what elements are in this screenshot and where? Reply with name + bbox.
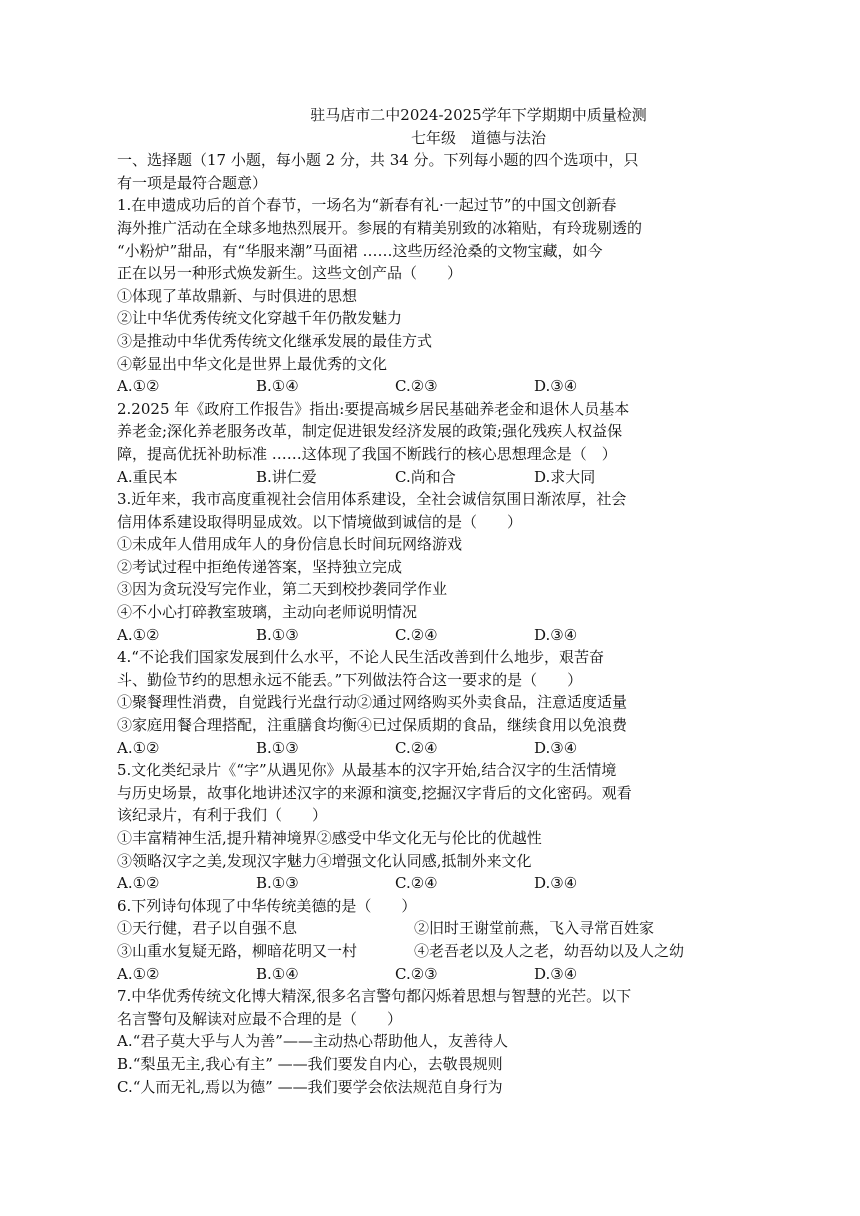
statement-item: ①未成年人借用成年人的身份信息长时间玩网络游戏	[117, 535, 463, 554]
answer-options	[117, 737, 820, 760]
statement-item: ②旧时王谢堂前燕，飞入寻常百姓家	[414, 919, 655, 938]
answer-options	[117, 375, 820, 398]
statement-item: ③山重水复疑无路，柳暗花明又一村	[117, 941, 358, 960]
option-a: A.重民本	[117, 467, 178, 486]
question-2	[117, 398, 820, 488]
option-a: A.①②	[117, 377, 160, 396]
option-a: A.①②	[117, 874, 160, 893]
question-stem: 养老金;深化养老服务改革，制定促进银发经济发展的政策;强化残疾人权益保	[117, 422, 623, 441]
option-d: D.③④	[534, 874, 578, 893]
question-6	[117, 895, 820, 985]
option-c: C.②④	[395, 874, 438, 893]
option-b: B.①③	[256, 625, 299, 644]
option-d: D.③④	[534, 738, 578, 757]
option-b: B.①③	[256, 738, 299, 757]
question-stem: 海外推广活动在全球多地热烈展开。参展的有精美别致的冰箱贴，有玲珑剔透的	[117, 218, 643, 237]
question-3	[117, 488, 820, 646]
question-stem: “小粉炉”甜品，有“华服来潮”马面裙 ……这些历经沧桑的文物宝藏，如今	[117, 241, 603, 260]
section-heading: 有一项是最符合题意）	[117, 173, 268, 192]
question-stem: 信用体系建设取得明显成效。以下情境做到诚信的是（ ）	[117, 512, 523, 531]
statement-item: ③是推动中华优秀传统文化继承发展的最佳方式	[117, 331, 433, 350]
statement-item: ③家庭用餐合理搭配，注重膳食均衡④已过保质期的食品，继续食用以免浪费	[117, 716, 628, 735]
option-c: C.“人而无礼,焉以为德” ——我们要学会依法规范自身行为	[117, 1077, 503, 1096]
option-d: D.③④	[534, 964, 578, 983]
question-stem: 障，提高优抚补助标准 ……这体现了我国不断践行的核心思想理念是（ ）	[117, 444, 617, 463]
statement-item: ④彰显出中华文化是世界上最优秀的文化	[117, 354, 388, 373]
question-stem: 正在以另一种形式焕发新生。这些文创产品（ ）	[117, 264, 463, 283]
option-a: A.“君子莫大乎与人为善”——主动热心帮助他人，友善待人	[117, 1032, 508, 1051]
question-stem: 1.在申遗成功后的首个春节，一场名为“新春有礼·一起过节”的中国文创新春	[117, 196, 617, 215]
question-1	[117, 194, 820, 397]
option-d: D.③④	[534, 625, 578, 644]
statement-item: ④不小心打碎教室玻璃，主动向老师说明情况	[117, 603, 418, 622]
statement-item: ②考试过程中拒绝传递答案，坚持独立完成	[117, 557, 403, 576]
option-d: D.③④	[534, 377, 578, 396]
question-stem: 名言警句及解读对应最不合理的是（ ）	[117, 1009, 403, 1028]
question-stem: 4.“不论我们国家发展到什么水平，不论人民生活改善到什么地步，艰苦奋	[117, 648, 604, 667]
question-5	[117, 759, 820, 895]
question-stem: 6.下列诗句体现了中华传统美德的是（ ）	[117, 896, 417, 915]
question-stem: 与历史场景，故事化地讲述汉字的来源和演变,挖掘汉字背后的文化密码。观看	[117, 783, 632, 802]
statement-item: ①聚餐理性消费，自觉践行光盘行动②通过网络购买外卖食品，注意适度适量	[117, 693, 628, 712]
option-b: B.“梨虽无主,我心有主” ——我们要发自内心，去敬畏规则	[117, 1054, 503, 1073]
answer-options	[117, 963, 820, 986]
question-7	[117, 985, 820, 1098]
question-4	[117, 646, 820, 759]
option-d: D.求大同	[534, 467, 596, 486]
section-heading: 一、选择题（17 小题，每小题 2 分，共 34 分。下列每小题的四个选项中，只	[117, 151, 639, 170]
statement-pair	[117, 940, 820, 963]
option-b: B.①③	[256, 874, 299, 893]
statement-item: ④老吾老以及人之老，幼吾幼以及人之幼	[414, 941, 685, 960]
statement-item: ①丰富精神生活,提升精神境界②感受中华文化无与伦比的优越性	[117, 829, 542, 847]
answer-options	[117, 624, 820, 647]
option-c: C.②③	[395, 377, 438, 396]
question-stem: 7.中华优秀传统文化博大精深,很多名言警句都闪烁着思想与智慧的光芒。以下	[117, 987, 632, 1006]
statement-item: ①天行健，君子以自强不息	[117, 919, 298, 938]
option-a: A.①②	[117, 964, 160, 983]
option-c: C.②④	[395, 625, 438, 644]
question-stem: 2.2025 年《政府工作报告》指出:要提高城乡居民基础养老金和退休人员基本	[117, 399, 630, 418]
statement-item: ②让中华优秀传统文化穿越千年仍散发魅力	[117, 309, 403, 328]
exam-title: 驻马店市二中2024-2025学年下学期期中质量检测	[310, 106, 647, 124]
option-b: B.①④	[256, 964, 299, 983]
question-stem: 该纪录片，有利于我们（ ）	[117, 806, 328, 825]
option-c: C.②③	[395, 964, 438, 983]
option-b: B.讲仁爱	[256, 467, 317, 486]
exam-subtitle: 七年级 道德与法治	[410, 128, 546, 147]
option-b: B.①④	[256, 377, 299, 396]
statement-item: ①体现了革故鼎新、与时俱进的思想	[117, 286, 358, 305]
question-stem: 斗、勤俭节约的思想永远不能丢。”下列做法符合这一要求的是（ ）	[117, 670, 583, 689]
option-a: A.①②	[117, 625, 160, 644]
answer-options	[117, 466, 820, 489]
option-c: C.尚和合	[395, 467, 456, 486]
statement-item: ③因为贪玩没写完作业，第二天到校抄袭同学作业	[117, 580, 448, 599]
statement-pair	[117, 917, 820, 940]
question-stem: 5.文化类纪录片《“字”从遇见你》从最基本的汉字开始,结合汉字的生活情境	[117, 761, 617, 780]
statement-item: ③领略汉字之美,发现汉字魅力④增强文化认同感,抵制外来文化	[117, 851, 532, 870]
question-stem: 3.近年来，我市高度重视社会信用体系建设，全社会诚信氛围日渐浓厚，社会	[117, 490, 627, 509]
option-c: C.②④	[395, 738, 438, 757]
option-a: A.①②	[117, 738, 160, 757]
answer-options	[117, 872, 820, 895]
